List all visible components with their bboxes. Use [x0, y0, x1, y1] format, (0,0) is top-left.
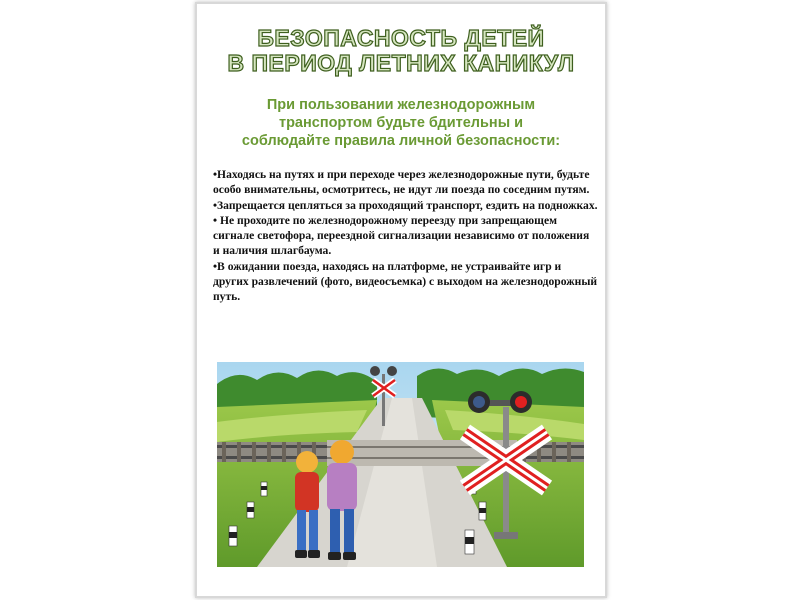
title-line-2: В ПЕРИОД ЛЕТНИХ КАНИКУЛ	[227, 50, 575, 76]
subtitle-line-3: соблюдайте правила личной безопасности:	[241, 133, 561, 149]
safety-rules	[213, 167, 598, 305]
rule-item: •Находясь на путях и при переходе через железнодорожные пути, будьте особо внимательны, осмотритесь, не идут ли поезда по соседним путям.	[213, 168, 590, 197]
subtitle-line-2: транспортом будьте бдительны и	[278, 115, 524, 131]
poster-subtitle	[197, 96, 605, 150]
railway-crossing-illustration	[217, 362, 584, 567]
rule-item: •Запрещается цепляться за проходящий транспорт, ездить на подножках.	[213, 198, 598, 212]
rule-item: •В ожидании поезда, находясь на платформе, не устраивайте игр и других развлечений (фото, видеосъемка) с выходом на железнодорожный путь.	[213, 259, 598, 304]
poster-title	[197, 26, 605, 76]
railway-crossing-children-icon	[217, 362, 584, 567]
subtitle-line-1: При пользовании железнодорожным	[266, 97, 536, 113]
rule-item: • Не проходите по железнодорожному переезду при запрещающем сигнале светофора, переездной сигнализации независимо от положения и наличия шлагбаума.	[213, 213, 590, 258]
poster	[195, 2, 607, 598]
title-line-1: БЕЗОПАСНОСТЬ ДЕТЕЙ	[257, 25, 545, 51]
